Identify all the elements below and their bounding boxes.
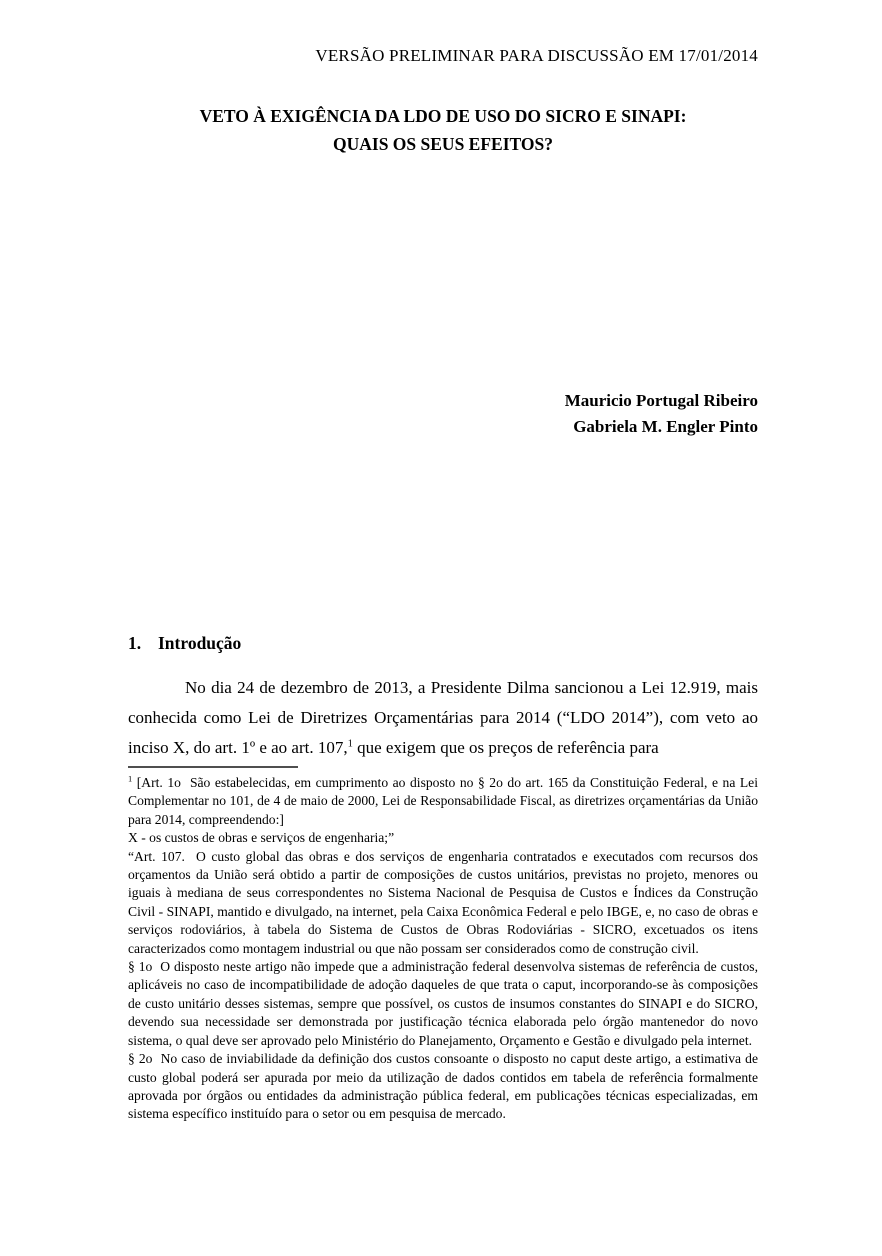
footnote-separator-rule: [128, 766, 298, 768]
footnote-reference-marker: 1: [347, 738, 353, 750]
footnote-number-marker: 1: [128, 773, 133, 784]
footnote-paragraph-5: § 2o No caso de inviabilidade da definição dos custos consoante o disposto no caput deste artigo, a estimativa de custo global poderá ser apurada por meio da utilização de dados contidos em tabela de referência formalmente aprovada por órgãos ou entidades da administração pública federal, em publicações técnicas especializadas, em sistema específico instituído para o setor ou em pesquisa de mercado.: [128, 1051, 758, 1122]
author-name-2: Gabriela M. Engler Pinto: [573, 417, 758, 436]
footnote-paragraph-4: § 1o O disposto neste artigo não impede que a administração federal desenvolva sistemas de referência de custos, aplicáveis no caso de incompatibilidade de adoção daqueles de que trata o caput, incorporando-se às composições de custo unitário desses sistemas, sempre que possível, os custos de insumos constantes do SINAPI e do SICRO, devendo sua necessidade ser demonstrada por justificação técnica elaborada pelo órgão mantenedor do novo sistema, o qual deve ser aprovado pelo Ministério do Planejamento, Orçamento e Gestão e divulgado pela internet.: [128, 959, 758, 1048]
document-title: [128, 102, 758, 158]
intro-paragraph-text-before-ref: No dia 24 de dezembro de 2013, a Presidente Dilma sancionou a Lei 12.919, mais conhecida como Lei de Diretrizes Orçamentárias para 2014 (“LDO 2014”), com veto ao inciso X, do art. 1º e ao art. 107,: [128, 678, 758, 757]
footnote-paragraph-3: “Art. 107. O custo global das obras e dos serviços de engenharia contratados e executados com recursos dos orçamentos da União será obtido a partir de composições de custos unitários, previstas no projeto, menores ou iguais à mediana de seus correspondentes no Sistema Nacional de Pesquisa de Custos e Índices da Construção Civil - SINAPI, mantido e divulgado, na internet, pela Caixa Econômica Federal e pelo IBGE, e, no caso de obras e serviços rodoviários, à tabela do Sistema de Custos de Obras Rodoviárias - SICRO, excetuados os itens caracterizados como montagem industrial ou que não possam ser considerados como de construção civil.: [128, 848, 758, 956]
section-title: Introdução: [158, 633, 242, 653]
intro-paragraph-text-after-ref: que exigem que os preços de referência para: [352, 738, 659, 757]
author-name-1: Mauricio Portugal Ribeiro: [564, 391, 758, 410]
intro-paragraph: [128, 673, 758, 763]
section-heading-introduction: [128, 632, 758, 654]
footnote-paragraph-2: X - os custos de obras e serviços de engenharia;”: [128, 830, 395, 846]
footnote-paragraph-1: [128, 774, 758, 829]
authors-block: [128, 388, 758, 440]
draft-version-header: VERSÃO PRELIMINAR PARA DISCUSSÃO EM 17/01/2014: [315, 46, 758, 65]
footnote-paragraph-1-text: [Art. 1o São estabelecidas, em cumprimento ao disposto no § 2o do art. 165 da Constituição Federal, e na Lei Complementar no 101, de 4 de maio de 2000, Lei de Responsabilidade Fiscal, as diretrizes orçamentárias da União para 2014, compreendendo:]: [128, 775, 758, 827]
document-title-line-2: QUAIS OS SEUS EFEITOS?: [333, 134, 553, 154]
document-title-line-1: VETO À EXIGÊNCIA DA LDO DE USO DO SICRO E SINAPI:: [199, 106, 687, 126]
section-number: 1.: [128, 633, 142, 653]
footnote-block: [128, 774, 758, 1124]
